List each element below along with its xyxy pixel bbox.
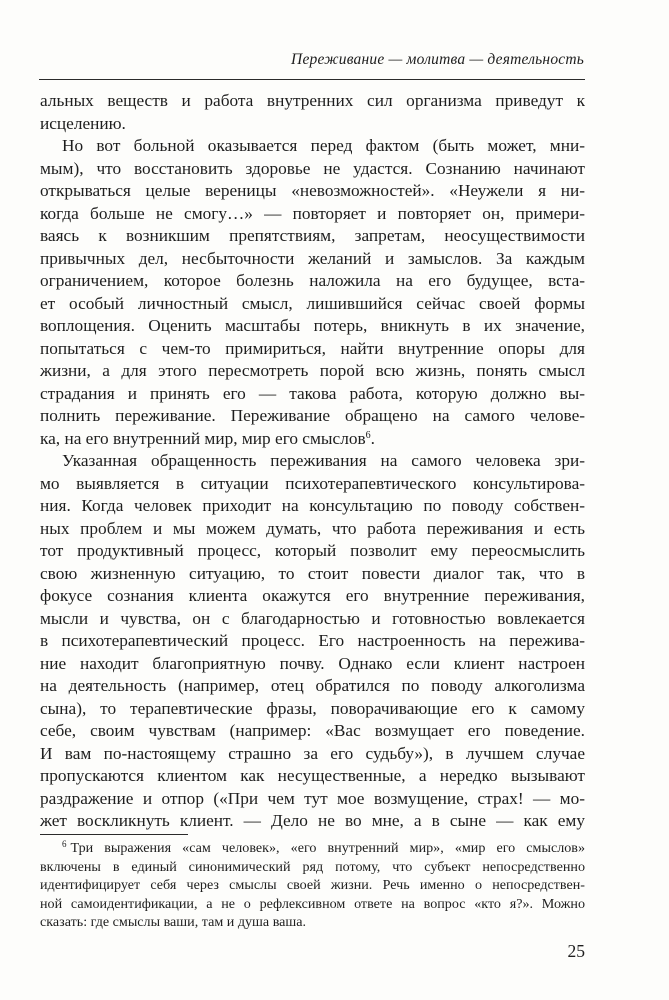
body-line: мо выявляется в ситуации психотерапевтического консультирова- <box>40 473 585 493</box>
body-line: полнить переживание. Переживание обращено на самого челове- <box>40 406 585 425</box>
body-line: страдания и принять его — такова работа, которую должно вы- <box>40 383 585 403</box>
body-line: Но вот больной оказывается перед фактом (быть может, мни- <box>62 136 585 155</box>
body-line: когда больше не смогу…» — повторяет и повторяет он, примери- <box>40 203 585 223</box>
body-line: тот продуктивный процесс, который позволит ему переосмыслить <box>40 541 585 560</box>
body-line: жизни, а для этого пересмотреть порой всю жизнь, понять смысл <box>40 361 585 380</box>
body-line: воплощения. Оценить масштабы потерь, вникнуть в их значение, <box>40 316 585 335</box>
running-head: Переживание — молитва — деятельность <box>291 51 584 68</box>
footnote-line <box>40 839 585 858</box>
footnote-line: ной самоидентификации, а не о рефлексивном ответе на вопрос «кто я?». Можно <box>40 895 585 912</box>
body-line: ограничением, которое болезнь наложила на его будущее, вста- <box>40 271 585 290</box>
body-line: раздражение и отпор («При чем тут мое возмущение, страх! — мо- <box>40 788 585 808</box>
body-line: пропускаются клиентом как несущественные, а нередко вызывают <box>40 766 585 785</box>
body-line: Указанная обращенность переживания на самого человека зри- <box>62 451 585 470</box>
body-line-with-footnote-ref <box>40 428 585 451</box>
footnote-line: включены в единый синонимический ряд потому, что субъект непосредственно <box>40 858 585 875</box>
body-line: ваясь к возникшим препятствиям, запретам, неосуществимости <box>40 226 585 245</box>
body-line: привычных дел, несбыточности желаний и замыслов. За каждым <box>40 248 585 268</box>
footnote-reference[interactable]: 6 <box>365 429 371 441</box>
body-line: фокусе сознания клиента окажутся его внутренние переживания, <box>40 586 585 605</box>
body-line: ние находит благоприятную почву. Однако если клиент настроен <box>40 653 585 673</box>
body-line: ния. Когда человек приходит на консультацию по поводу собствен- <box>40 496 585 515</box>
body-line: жет воскликнуть клиент. — Дело не во мне, а в сыне — как ему <box>40 811 585 830</box>
footnote-line: сказать: где смыслы ваши, там и душа ваша. <box>40 914 307 930</box>
body-line: И вам по-настоящему страшно за его судьбу»), в лучшем случае <box>40 743 585 763</box>
body-line: ет особый личностный смысл, лишившийся сейчас своей формы <box>40 293 585 313</box>
body-line: свою жизненную ситуацию, то стоит повести диалог так, что в <box>40 563 585 583</box>
body-line: в психотерапевтический процесс. Его настроенность на пережива- <box>40 631 585 650</box>
body-line: открываться целые вереницы «невозможностей». «Неужели я ни- <box>40 181 585 200</box>
body-line: сына), то терапевтические фразы, поворачивающие его к самому <box>40 698 585 718</box>
body-line-text: ка, на его внутренний мир, мир его смыслов <box>40 428 366 448</box>
footnote-marker: 6 <box>62 839 67 849</box>
footnote-line-text: Три выражения «сам человек», «его внутренний мир», «мир его смыслов» <box>70 840 585 856</box>
body-line: на деятельность (например, отец обратился по поводу алкоголизма <box>40 676 585 695</box>
body-line: исцелению. <box>40 113 126 133</box>
body-line: себе, своим чувствам (например: «Вас возмущает его поведение. <box>40 721 585 740</box>
footnote-line: идентифицирует себя через смыслы своей жизни. Речь именно о непосредствен- <box>40 877 585 893</box>
page-number: 25 <box>567 941 585 961</box>
body-line: мысли и чувства, он с благодарностью и готовностью вовлекается <box>40 608 585 628</box>
sentence-period: . <box>370 428 375 448</box>
body-line: мым), что восстановить здоровье не удастся. Сознанию начинают <box>40 158 585 178</box>
body-line: альных веществ и работа внутренних сил организма приведут к <box>40 91 585 110</box>
body-line: попытаться с чем-то примириться, найти внутренние опоры для <box>40 338 585 358</box>
header-rule <box>39 79 585 80</box>
body-text <box>40 90 585 833</box>
footnote-rule <box>40 834 188 835</box>
body-line: ных проблем и мы можем думать, что работа переживания и есть <box>40 518 585 538</box>
footnote <box>40 839 585 932</box>
